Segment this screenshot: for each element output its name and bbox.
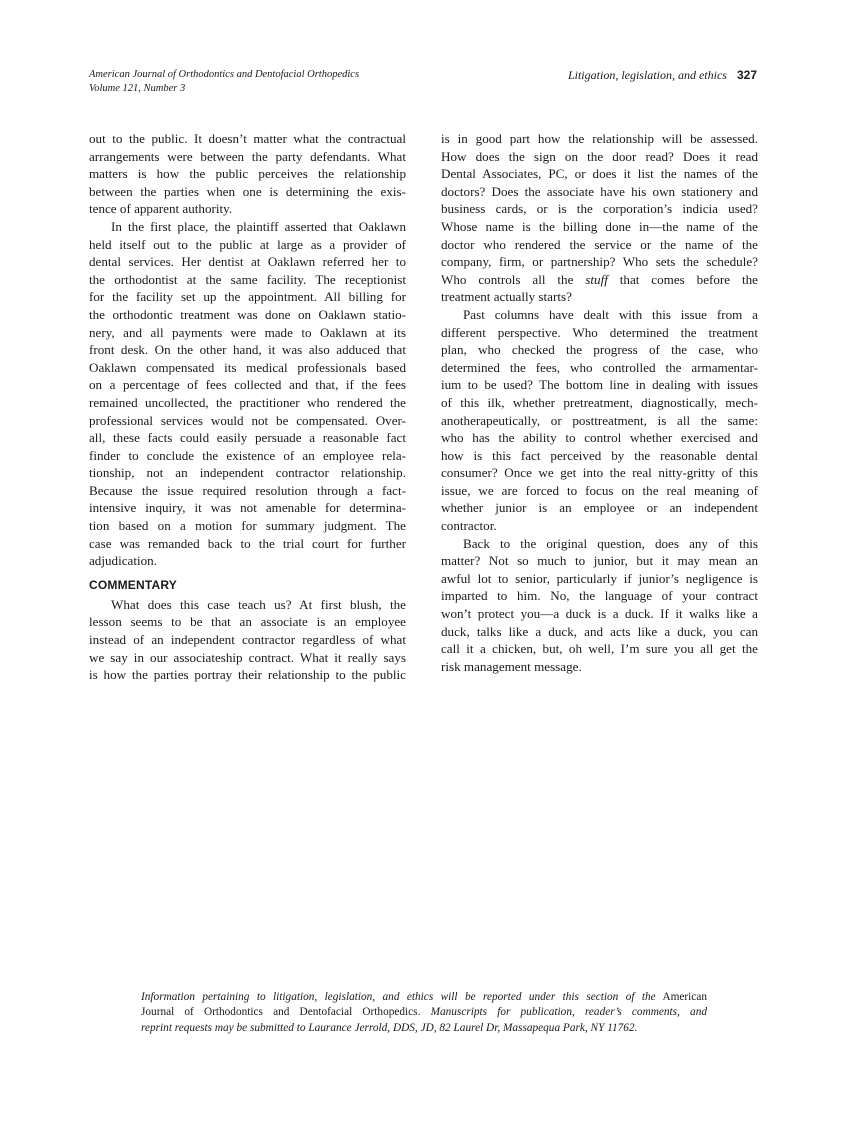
text-line: the orthodontist at the same facility. The receptionist — [89, 271, 406, 287]
text-line: Because the issue required resolution through a fact- — [89, 482, 406, 498]
text-line: of this ilk, whether pretreatment, diagnostically, mech- — [441, 394, 758, 410]
running-header-left — [89, 68, 359, 96]
text-line: tionship, not an independent contractor relationship. — [89, 465, 406, 481]
text-line: ium to be used? The bottom line in dealing with issues — [441, 377, 758, 393]
text-line: nery, and all payments were made to Oaklawn at its — [89, 324, 406, 340]
text-line: In the first place, the plaintiff asserted that Oaklawn — [111, 218, 406, 234]
footnote-line: Information pertaining to litigation, legislation, and ethics will be reported under this section of the American — [141, 991, 707, 1003]
text-line: matter? Not so much to junior, but it may mean an — [441, 553, 758, 569]
text-line: the orthodontic treatment was done on Oaklawn statio- — [89, 306, 406, 322]
text-line: is how the parties portray their relationship to the public — [89, 667, 406, 683]
text-line: Past columns have dealt with this issue from a — [463, 306, 758, 322]
paragraph — [89, 596, 406, 684]
text-line: treatment actually starts? — [441, 289, 572, 305]
text-line: different perspective. Who determined the treatment — [441, 324, 758, 340]
left-column — [89, 130, 406, 684]
footnote-line: Journal of Orthodontics and Dentofacial Orthopedics. Manuscripts for publication, reader’s comments, and — [141, 1006, 707, 1019]
paragraph — [441, 535, 758, 676]
text-line: call it a chicken, but, oh well, I’m sure you all get the — [441, 641, 758, 657]
text-line: finder to conclude the existence of an employee rela- — [89, 447, 406, 463]
text-line: Whose name is the billing done in—the name of the — [441, 218, 758, 234]
text-line: company, firm, or partnership? Who sets the schedule? — [441, 254, 758, 270]
section-title: Litigation, legislation, and ethics — [567, 68, 727, 82]
text-line: Who controls all the stuff that comes before the — [441, 271, 758, 287]
journal-title: American Journal of Orthodontics and Dentofacial Orthopedics — [89, 69, 360, 80]
text-line: anotherapeutically, or posttreatment, is all the same: — [441, 412, 758, 428]
text-line: business cards, or is the corporation’s indicia used? — [441, 201, 758, 217]
text-line: between the parties when one is determining the exis- — [89, 183, 406, 199]
text-line: imparted to him. No, the language of your contract — [441, 588, 758, 604]
paragraph — [441, 130, 758, 306]
section-heading-commentary: COMMENTARY — [89, 577, 177, 592]
text-line: doctors? Does the associate have his own stationery and — [441, 183, 758, 199]
text-line: dental services. Her dentist at Oaklawn referred her to — [89, 254, 406, 270]
text-line: Oaklawn compensated its medical professionals based — [89, 359, 406, 375]
paragraph — [89, 218, 406, 570]
text-line: whether junior is an employee or an independent — [441, 500, 758, 516]
text-line: front desk. On the other hand, it was also adduced that — [89, 342, 406, 358]
text-line: tion based on a motion for summary judgment. The — [89, 518, 406, 534]
text-line: on a percentage of fees collected and that, if the fees — [89, 377, 406, 393]
text-line: who has the ability to control whether exercised and — [441, 430, 758, 446]
text-line: won’t protect you—a duck is a duck. If it walks like a — [441, 606, 758, 622]
emphasis-stuff: stuff — [585, 271, 608, 287]
text-line: How does the sign on the door read? Does it read — [441, 148, 758, 164]
text-line: duck, talks like a duck, and acts like a duck, you can — [441, 623, 758, 639]
right-column — [441, 130, 758, 675]
text-line: consumer? Once we get into the real nitty-gritty of this — [441, 465, 758, 481]
text-line: tence of apparent authority. — [89, 201, 233, 217]
running-header-right — [568, 68, 757, 82]
text-line: out to the public. It doesn’t matter what the contractual — [89, 131, 406, 146]
volume-number: Volume 121, Number 3 — [89, 83, 186, 94]
text-line: all, these facts could easily persuade a reasonable fact — [89, 430, 406, 446]
text-line: intensive inquiry, it was not amenable for determina- — [89, 500, 406, 516]
text-line: is in good part how the relationship will be assessed. — [441, 131, 758, 146]
text-line: matters is how the public perceives the relationship — [89, 166, 406, 182]
page-number: 327 — [736, 68, 757, 82]
text-line: case was remanded back to the trial court for further — [89, 535, 406, 551]
text-line: What does this case teach us? At first blush, the — [111, 596, 406, 612]
text-line: adjudication. — [89, 553, 157, 569]
section-footnote — [141, 990, 707, 1036]
text-line: Back to the original question, does any of this — [463, 535, 758, 551]
text-line: plan, who checked the progress of the case, who — [441, 342, 758, 358]
text-line: contractor. — [441, 518, 497, 534]
footnote-line: reprint requests may be submitted to Laurance Jerrold, DDS, JD, 82 Laurel Dr, Massapequa Park, NY 11762. — [141, 1021, 638, 1034]
text-line: instead of an independent contractor regardless of what — [89, 632, 406, 648]
text-line: awful lot to senior, particularly if junior’s negligence is — [441, 570, 758, 586]
text-line: remained uncollected, the practitioner who rendered the — [89, 394, 406, 410]
text-line: we say in our associateship contract. What it really says — [89, 649, 406, 665]
text-line: risk management message. — [441, 658, 582, 674]
text-line: doctor who rendered the service or the name of the — [441, 236, 758, 252]
text-line: issue, we are forced to focus on the real meaning of — [441, 482, 758, 498]
text-line: Dental Associates, PC, or does it list the names of the — [441, 166, 758, 182]
text-line: professional services would not be compensated. Over- — [89, 412, 406, 428]
text-line: lesson seems to be that an associate is an employee — [89, 614, 406, 630]
text-line: how is this fact perceived by the reasonable dental — [441, 447, 758, 463]
paragraph — [89, 130, 406, 218]
text-line: determined the fees, who controlled the armamentar- — [441, 359, 758, 375]
text-line: arrangements were between the party defendants. What — [89, 148, 406, 164]
text-line: for the facility set up the appointment. All billing for — [89, 289, 406, 305]
text-line: held itself out to the public at large as a provider of — [89, 236, 406, 252]
paragraph — [441, 306, 758, 535]
